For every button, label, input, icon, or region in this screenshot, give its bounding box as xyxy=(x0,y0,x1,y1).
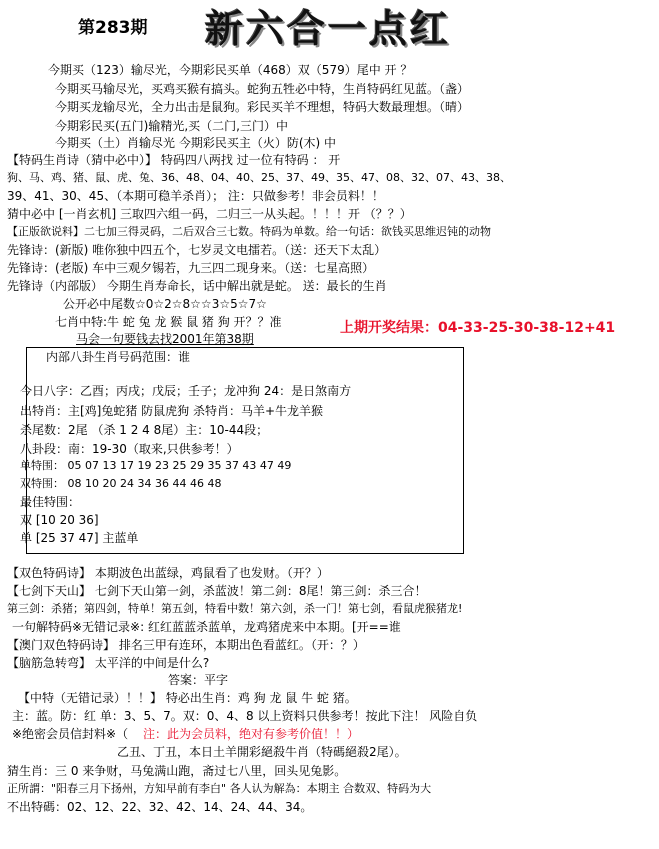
box-line: 出特肖：主[鸡]兔蛇猪 防鼠虎狗 杀特肖：马羊+牛龙羊猴 xyxy=(20,404,324,418)
text-line: 【脑筋急转弯】 太平洋的中间是什么? xyxy=(7,656,210,670)
box-line: 双 [10 20 36] xyxy=(20,513,99,527)
logo-title: 新六合一点红 xyxy=(205,6,452,51)
text-line: 公开必中尾数☆0☆2☆8☆☆3☆5☆7☆ xyxy=(63,297,267,311)
text-line: 【特码生肖诗（猜中必中）】 特码四八两找 过一位有特码 ： 开 xyxy=(7,153,341,167)
box-line: 最佳特围： xyxy=(20,495,81,509)
text-line: 今期买（土）肖输尽光 今期彩民买主（火）防(木) 中 xyxy=(55,136,336,150)
box-line: 杀尾数：2尾 （杀 1 2 4 8尾）主：10-44段； xyxy=(20,423,269,437)
text-line: 狗、马、鸡、猪、鼠、虎、兔、36、48、04、40、25、37、49、35、47、08、32、07、43、38、 xyxy=(7,171,511,184)
box-line: 单 [25 37 47] 主蓝单 xyxy=(20,531,139,545)
box-line: 双特围： 08 10 20 24 34 36 44 46 48 xyxy=(20,477,222,490)
box-title: 内部八卦生肖号码范围：谁 xyxy=(46,350,191,364)
text-line: 【中特（无错记录）！！】 特必出生肖：鸡 狗 龙 鼠 牛 蛇 猪。 xyxy=(18,691,357,705)
box-line: 单特围： 05 07 13 17 19 23 25 29 35 37 43 47 49 xyxy=(20,459,292,472)
text-line: 39、41、30、45、（本期可稳羊杀肖）； 注：只做参考！非会员料！！ xyxy=(7,189,384,203)
text-line: 主：蓝。防：红 单：3、5、7。双：0、4、8 以上资料只供参考！按此下注！ 风险自负 xyxy=(12,709,478,723)
text-line: 今期买马输尽光，买鸡买猴有搞头。蛇狗五牲必中特，生肖特码红见蓝。（盏） xyxy=(55,82,470,96)
text-line: 答案：平字 xyxy=(168,673,229,687)
text-line: ※绝密会员信封料※（ xyxy=(12,727,129,741)
member-note: 注：此为会员料，绝对有参考价值！！） xyxy=(143,727,360,741)
box-line: 八卦段：南：19-30（取来,只供参考！） xyxy=(20,442,239,456)
text-line: 不出特碼：02、12、22、32、42、14、24、44、34。 xyxy=(7,800,313,814)
text-line: 猜中必中 [一肖玄机] 三取四六组一码，二归三一从头起。！！！开 （？？） xyxy=(7,207,412,221)
text-line: 第三剑：杀猪；第四剑，特单！第五剑，特看中数！第六剑，杀一门！第七剑，看鼠虎猴猪龙! xyxy=(7,602,463,615)
text-line: 七肖中特:牛 蛇 兔 龙 猴 鼠 猪 狗 开？？准 xyxy=(55,315,282,329)
text-line: 猜生肖：三 0 来争财，马兔满山跑，斋过七八里，回头见兔影。 xyxy=(7,764,347,778)
issue-number: 第283期 xyxy=(78,18,148,38)
text-line: 马会一句要钱去找2001年第38期 xyxy=(76,332,254,346)
text-line: 乙丑、丁丑，本日土羊開彩絕殺牛肖（特碼絕殺2尾）。 xyxy=(117,745,407,759)
result-banner: 上期开奖结果：04-33-25-30-38-12+41 xyxy=(340,320,616,336)
text-line: 今期买（123）输尽光，今期彩民买单（468）双（579）尾中 开 ？ xyxy=(48,63,413,77)
text-line: 今期买龙输尽光，全力出击是鼠狗。彩民买羊不理想，特码大数最理想。（晴） xyxy=(55,100,470,114)
text-line: 今期彩民买(五门)输精光,买（二门,三门）中 xyxy=(55,119,288,133)
box-line: 今日八字：乙酉；丙戌；戊辰；壬子；龙冲狗 24：是日煞南方 xyxy=(20,384,352,398)
text-line: 【正版欲说料】二七加三得灵码，二后双合三七数。特码为单数。给一句话：欲钱买思维迟钝的动物 xyxy=(7,225,491,238)
text-line: 一句解特码※无错记录※: 红红蓝蓝杀蓝单，龙鸡猪虎来中本期。[开==谁 xyxy=(12,620,401,634)
text-line: 【七剑下天山】 七剑下天山第一剑，杀蓝波！第二剑：8尾！第三剑：杀三合！ xyxy=(7,584,427,598)
text-line: 先锋诗（内部版） 今期生肖寿命长，话中解出就是蛇。 送：最长的生肖 xyxy=(7,279,387,293)
text-line: 【双色特码诗】 本期波色出蓝绿，鸡鼠看了也发财。（开？） xyxy=(7,566,329,580)
text-line: 正所謂："阳春三月下扬州，方知早前有李白" 各人认为解為：本期主 合数双、特码为大 xyxy=(7,782,432,795)
text-line: 【澳门双色特码诗】 排名三甲有连环，本期出色看蓝红。（开：？） xyxy=(7,638,365,652)
text-line: 先锋诗：(老版) 车中三观夕锡若，九三四二现身来。（送：七星高照） xyxy=(7,261,375,275)
text-line: 先锋诗：(新版) 唯你独中四五个，七岁灵文电擂若。（送：还天下太乱） xyxy=(7,243,387,257)
